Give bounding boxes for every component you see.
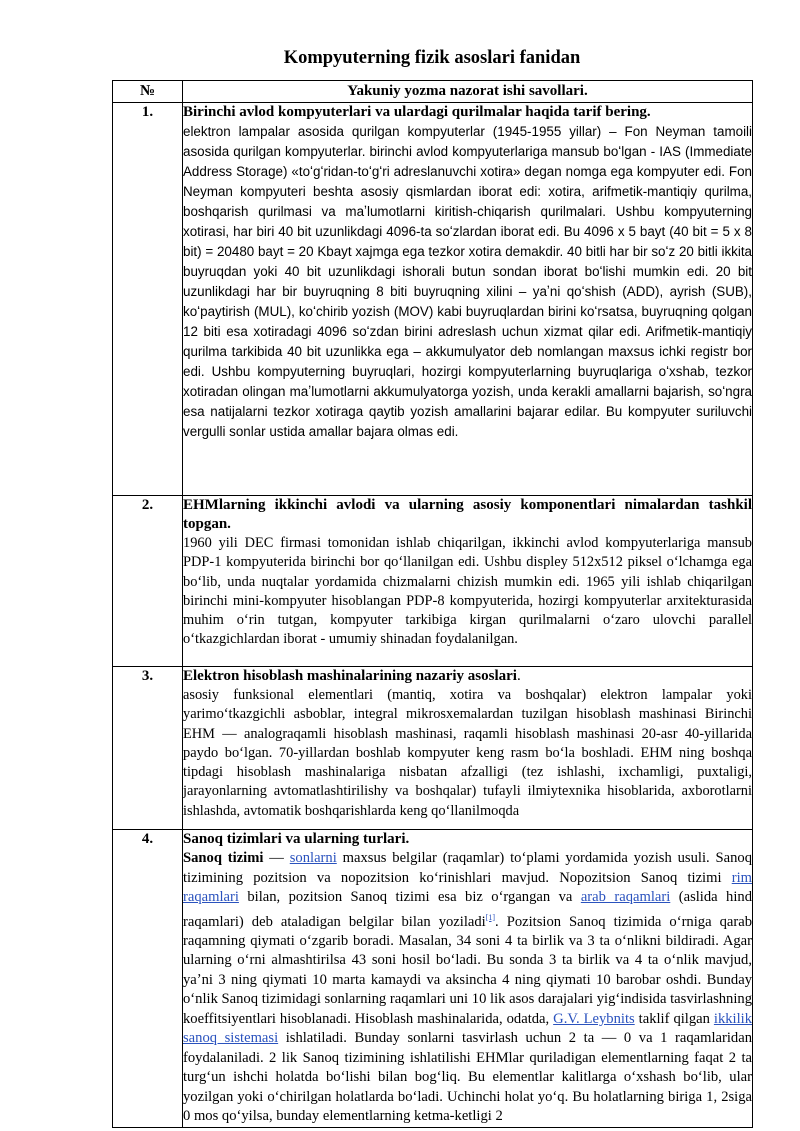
row-content bbox=[183, 103, 753, 496]
row-content bbox=[183, 667, 753, 830]
answer-text: 1960 yili DEC firmasi tomonidan ishlab chiqarilgan, ikkinchi avlod kompyuterlariga mansub PDP-1 kompyuterida birinchi bor qoʻllanilgan edi. Ushbu displey 512x512 piksel oʻlchamga ega boʻlib, unda nuqtalar yordamida chizmalarni chizish mumkin edi. 1965 yili ishlab chiqarilgan birinchi mini-kompyuter hisoblangan PDP-8 kompyuterida, hozirgi kompyuterlar arxitekturasida muhim oʻrin tutgan, kompyuter tarkibiga kirgan qurilmalarni oʻzaro ulovchi parallel oʻtkazgichlardan iborat - umumiy shinadan foydalanilgan. bbox=[183, 535, 752, 648]
text-segment: . Pozitsion Sanoq tizimida oʻrniga qarab raqamning qiymati oʻzgarib boradi. Masalan, 34 soni 4 ta birlik va 3 ta oʻnlikni bildiradi. Agar ularning oʻrni almashtirilsa 43 soni hosil boʻladi. Bu sonda 3 ta birlik va 4 ta oʻnlik mavjud, yaʼni 3 ning qiymati 10 marta kamaydi va aksincha 4 ning qiymati 10 barobar oshdi. Bunday oʻnlik Sanoq tizimidagi sonlarning raqamlari uni 10 lik asos darajalari yigʻindisida tasvirlashning koeffitsiyentlari hisoblanadi. Hisoblash mashinalarida, odatda, bbox=[183, 913, 752, 1027]
text-segment: — bbox=[263, 850, 290, 866]
questions-table bbox=[112, 80, 753, 1128]
question-title: Sanoq tizimlari va ularning turlari. bbox=[183, 831, 410, 847]
table-row bbox=[113, 496, 753, 667]
text-segment: ishlatiladi. Bunday sonlarni tasvirlash uchun 2 ta — 0 va 1 raqamlaridan foydalaniladi. 2 lik Sanoq tizimining ishlatilishi EHMlar quriladigan elementlarning faqat 2 ta turgʻun ishchi holatda boʻlishi bilan bogʻliq. Bu elementlar kalitlarga oʻxshash boʻlib, ular yozilgan yoki oʻchirilgan holatlarda boʻladi. Uchinchi holat yoʻq. Bu holatlarning biriga 1, 2siga 0 mos qoʻyilsa, bunday elementlarning ketma-ketligi 2 bbox=[183, 1030, 752, 1125]
row-content bbox=[183, 496, 753, 667]
question-title-text: Elektron hisoblash mashinalarining nazariy asoslari bbox=[183, 668, 517, 684]
answer-text: elektron lampalar asosida qurilgan kompyuterlar (1945-1955 yillar) – Fon Neyman tamoili asosida qurilgan kompyuterlar. birinchi avlod kompyuterlariga mansub boʻlgan - IAS (Immediate Address Storage) «toʻgʻridan-toʻgʻri adreslanuvchi xotira» degan nomga ega kompyuter edi. Fon Neyman kompyuteri beshta asosiy qismlardan iborat edi: xotira, arifmetik-mantiqiy qurilma, boshqarish qurilmasi va maʼlumotlarni kiritish-chiqarish qurilmalari. Ushbu kompyuterning xotirasi, har biri 40 bit uzunlikdagi 4096-ta soʻzlardan iborat edi. Bu 4096 x 5 bayt (40 bit = 5 x 8 bit) = 20480 bayt = 20 Kbayt xajmga ega tezkor xotira demakdir. 40 bitli har bir soʻz 20 bitli ikkita buyruqdan yoki 40 bit uzunlikdagi ishorali butun sondan iborat boʻlishi mumkin edi. 20 bit uzunlikdagi har bir buyruqning 8 biti buyruqning xilini – yaʼni qoʻshish (ADD), ayrish (SUB), koʻpaytirish (MUL), koʻchirib yozish (MOV) kabi buyruqlardan birini koʻrsatsa, buyruqning qolgan 12 biti esa xotiradagi 4096 soʻzdan birini adreslash uchun xizmat qilar edi. Arifmetik-mantiqiy qurilma tarkibida 40 bit uzunlikka ega – akkumulyator deb nomlangan maxsus ichki registr bor edi. Ushbu kompyuterning buyruqlari, hozirgi kompyuterlarning buyruqlariga oʻxshab, tezkor xotiradan olingan maʼlumotlarni akkumulyatorga yozish, unda kerakli amallarni bajarish, soʻngra esa natijalarni tezkor xotiraga qaytib yozish amallarini bajarar edilar. Bu kompyuter suriluvchi vergulli sonlar ustida amallar bajara olmas edi. bbox=[183, 124, 752, 439]
text-segment: (aslida hind raqamlari) deb ataladigan belgilar bilan yoziladi bbox=[183, 889, 753, 930]
answer-text: asosiy funksional elementlari (mantiq, xotira va boshqalar) elektron lampalar yoki yarimoʻtkazgichli asboblar, integral mikrosxemalardan tuzilgan hisoblash mashinasi Birinchi EHM — analograqamli hisoblash mashinasi, raqamli hisoblash mashinasi 20-asr 40-yillarida paydo boʻlgan. 70-yillardan boshlab kompyuter keng rasm boʻla boshladi. EHM ning boshqa tipdagi hisoblash mashinalariga nisbatan afzalligi (tez ishlashi, ixchamligi, puxtaligi, jarayonlarning avtomatlashtirilishy va boshqalar) tufayli ilmiytexnika hisoblarida, axborotlarni ishlashda, avtomatik boshqarishlarda keng qoʻllanilmoqda bbox=[183, 687, 752, 819]
row-number: 2. bbox=[113, 496, 183, 667]
row-number: 3. bbox=[113, 667, 183, 830]
row-number: 4. bbox=[113, 830, 183, 1128]
text-segment: maxsus belgilar (raqamlar) toʻplami yordamida yozish usuli. Sanoq tizimining pozitsion va nopozitsion koʻrinishlari mavjud. Nopozitsion Sanoq tizimi bbox=[183, 850, 752, 886]
text-segment: taklif qilgan bbox=[634, 1010, 714, 1027]
term-sanoq-tizimi: Sanoq tizimi bbox=[183, 850, 264, 866]
row-content bbox=[183, 830, 753, 1128]
link-leybnits[interactable]: G.V. Leybnits bbox=[553, 1010, 635, 1027]
link-arab-raqamlari[interactable]: arab raqamlari bbox=[580, 889, 671, 905]
link-rim-raqamlari[interactable]: rim raqamlari bbox=[183, 869, 752, 905]
footnote-ref[interactable]: [1] bbox=[485, 912, 496, 922]
table-row bbox=[113, 667, 753, 830]
question-title bbox=[183, 667, 752, 686]
table-row bbox=[113, 103, 753, 496]
link-ikkilik-sanoq-sistemasi[interactable]: ikkilik sanoq sistemasi bbox=[183, 1010, 752, 1047]
table-header-row bbox=[113, 81, 753, 103]
document-title: Kompyuterning fizik asoslari fanidan bbox=[283, 48, 581, 68]
answer-text bbox=[183, 849, 752, 1127]
question-title: Birinchi avlod kompyuterlari va ulardagi qurilmalar haqida tarif bering. bbox=[183, 104, 651, 120]
table-row bbox=[113, 830, 753, 1128]
header-number: № bbox=[113, 81, 183, 103]
header-questions: Yakuniy yozma nazorat ishi savollari. bbox=[183, 81, 753, 103]
question-title: EHMlarning ikkinchi avlodi va ularning asosiy komponentlari nimalardan tashkil topgan. bbox=[183, 497, 752, 532]
question-title-period: . bbox=[516, 668, 521, 684]
text-segment: bilan, pozitsion Sanoq tizimi esa biz oʻrgangan va bbox=[238, 889, 581, 905]
row-number: 1. bbox=[113, 103, 183, 496]
link-sonlarni[interactable]: sonlarni bbox=[289, 850, 337, 866]
